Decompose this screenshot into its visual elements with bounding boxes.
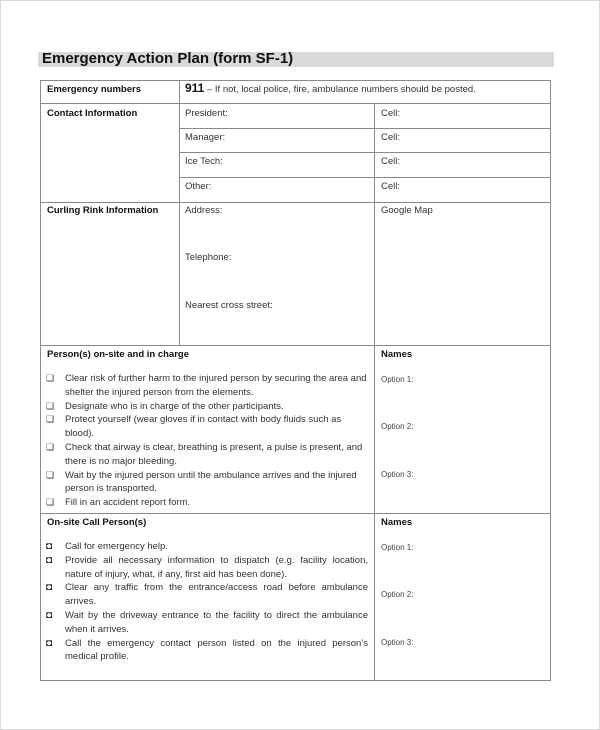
call-person-heading: On-site Call Person(s) (47, 517, 147, 528)
row-divider (179, 177, 551, 178)
bold-checkbox-icon[interactable]: ◘ (46, 609, 53, 621)
in-charge-option-1[interactable]: Option 1: (381, 375, 414, 384)
emergency-numbers-label: Emergency numbers (47, 84, 141, 95)
bold-checkbox-icon[interactable]: ◘ (46, 554, 53, 566)
call-person-option-1[interactable]: Option 1: (381, 543, 414, 552)
bold-checkbox-icon[interactable]: ◘ (46, 541, 53, 552)
contact-cell-ice-tech[interactable]: Cell: (381, 156, 401, 167)
checklist-item: ◘ Provide all necessary information to dispatch (e.g. facility location, nature of injury, what, if any, first aid has been done). (46, 554, 368, 580)
in-charge-heading: Person(s) on-site and in charge (47, 349, 189, 360)
checklist-item: ◘ Call for emergency help. (46, 541, 168, 552)
row-divider (179, 152, 551, 153)
rink-telephone-field[interactable]: Telephone: (185, 252, 232, 263)
emergency-numbers-value (185, 82, 476, 96)
checklist-item: ❑ Clear risk of further harm to the injured person by securing the area and shelter the injured person from the elements. (46, 373, 367, 398)
bold-checkbox-icon[interactable]: ◘ (46, 637, 53, 649)
in-charge-checklist (46, 372, 368, 510)
bold-checkbox-icon[interactable]: ◘ (46, 582, 53, 594)
column-divider (374, 103, 375, 681)
in-charge-names-heading: Names (381, 349, 413, 360)
contact-cell-president[interactable]: Cell: (381, 108, 401, 119)
rink-address-field[interactable]: Address: (185, 205, 223, 216)
shadowed-checkbox-icon[interactable]: ❑ (46, 441, 55, 452)
shadowed-checkbox-icon[interactable]: ❑ (46, 497, 55, 508)
contact-cell-manager[interactable]: Cell: (381, 132, 401, 143)
contact-role-president[interactable]: President: (185, 108, 228, 119)
shadowed-checkbox-icon[interactable]: ❑ (46, 400, 55, 411)
call-person-option-2[interactable]: Option 2: (381, 590, 414, 599)
contact-role-ice-tech[interactable]: Ice Tech: (185, 156, 223, 167)
call-person-option-3[interactable]: Option 3: (381, 638, 414, 647)
shadowed-checkbox-icon[interactable]: ❑ (46, 373, 55, 383)
row-divider (40, 513, 551, 514)
row-divider (40, 202, 551, 203)
checklist-item: ❑ Protect yourself (wear gloves if in contact with body fluids such as blood). (46, 414, 342, 440)
form-title: Emergency Action Plan (form SF-1) (42, 50, 294, 67)
shadowed-checkbox-icon[interactable]: ❑ (46, 469, 55, 480)
contact-information-label: Contact Information (47, 108, 138, 119)
checklist-item: ❑ Check that airway is clear, breathing is present, a pulse is present, and there is no major bleeding. (46, 441, 363, 467)
checklist-item: ◘ Wait by the driveway entrance to the facility to direct the ambulance when it arrives. (46, 609, 368, 635)
checklist-item: ❑ Wait by the injured person until the ambulance arrives and the injured person is transported. (46, 469, 357, 495)
contact-role-other[interactable]: Other: (185, 181, 212, 192)
checklist-item: ◘ Call the emergency contact person listed on the injured person’s medical profile. (46, 637, 368, 663)
contact-role-manager[interactable]: Manager: (185, 132, 226, 143)
column-divider (179, 80, 180, 345)
row-divider (179, 128, 551, 129)
emergency-note: – If not, local police, fire, ambulance numbers should be posted. (204, 84, 476, 95)
row-divider (40, 345, 551, 346)
google-map-field[interactable]: Google Map (381, 205, 433, 216)
call-person-names-heading: Names (381, 517, 413, 528)
call-person-checklist (46, 540, 368, 664)
checklist-item: ◘ Clear any traffic from the entrance/access road before ambulance arrives. (46, 582, 368, 608)
emergency-number: 911 (185, 81, 205, 95)
in-charge-option-2[interactable]: Option 2: (381, 422, 414, 431)
in-charge-option-3[interactable]: Option 3: (381, 470, 414, 479)
checklist-item: ❑ Designate who is in charge of the other participants. (46, 400, 284, 412)
contact-cell-other[interactable]: Cell: (381, 181, 401, 192)
curling-rink-label: Curling Rink Information (47, 205, 159, 216)
rink-cross-street-field[interactable]: Nearest cross street: (185, 300, 273, 311)
row-divider (40, 103, 551, 104)
checklist-item: ❑ Fill in an accident report form. (46, 497, 191, 509)
shadowed-checkbox-icon[interactable]: ❑ (46, 414, 55, 425)
